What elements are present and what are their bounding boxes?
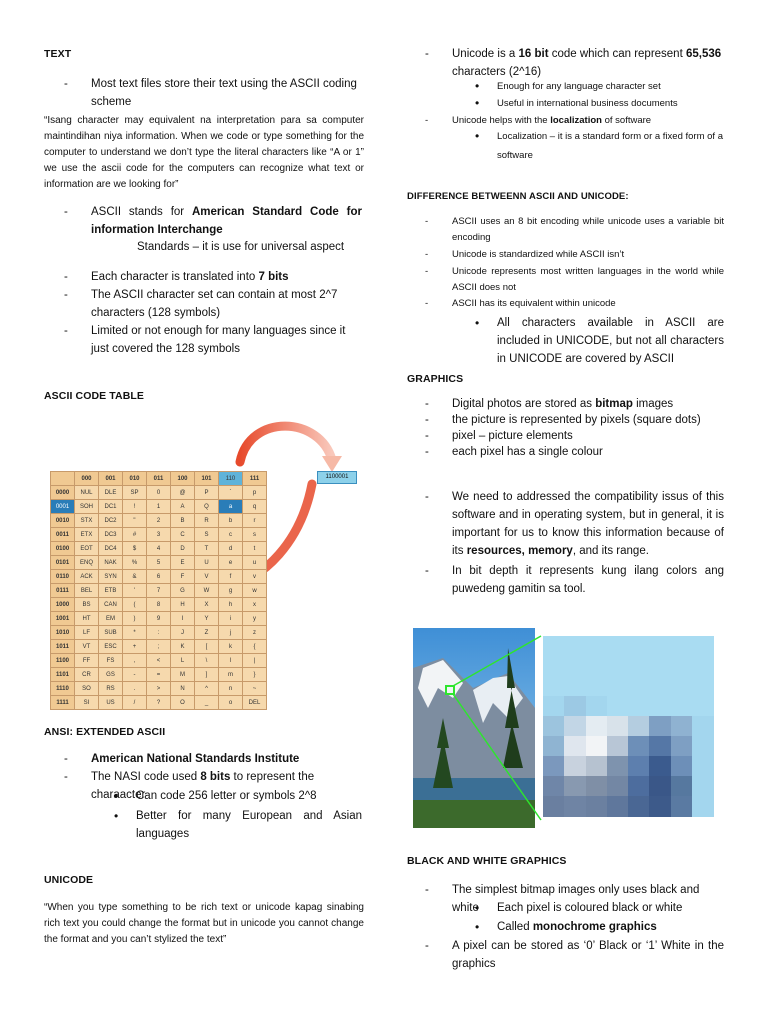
ascii-stands-bold: American Standard Code for information Interchange <box>91 206 362 236</box>
ascii-cell: ( <box>123 598 147 612</box>
pixel-cell <box>649 636 671 657</box>
ascii-cell: h <box>219 598 243 612</box>
difference-heading: DIFFERENCE BETWEENN ASCII AND UNICODE: <box>407 191 629 202</box>
quote-text: “Isang character may equivalent na interpretation para sa computer maintindihan niya information. When we code or type something for the computer to understand we don’t type the literal characters like “A or 1” we use the ascii code for the computers can recognize what text or information are we looking for” <box>44 115 364 190</box>
ascii-cell: / <box>123 696 147 710</box>
ascii-row-header: 0010 <box>51 514 75 528</box>
ascii-cell: SOH <box>75 500 99 514</box>
pixel-cell <box>628 656 650 677</box>
ascii-cell: VT <box>75 640 99 654</box>
pixel-cell <box>607 796 629 817</box>
pixel-cell <box>649 756 671 777</box>
ascii-cell: B <box>171 514 195 528</box>
pixel-cell <box>671 796 693 817</box>
ascii-stands-pre: ASCII stands for <box>91 206 192 218</box>
pixel-cell <box>692 756 714 777</box>
ascii-row-header: 1010 <box>51 626 75 640</box>
ascii-cell: X <box>195 598 219 612</box>
ascii-cell: FF <box>75 654 99 668</box>
ascii-cell: ; <box>147 640 171 654</box>
ascii-cell: v <box>243 570 267 584</box>
pixel-cell <box>692 656 714 677</box>
ascii-cell: 3 <box>147 528 171 542</box>
pixel-cell <box>564 656 586 677</box>
ascii-cell: DEL <box>243 696 267 710</box>
pixel-cell <box>607 776 629 797</box>
bw-item-4: - A pixel can be stored as ‘0’ Black or ‘1’ White in the graphics <box>452 937 724 973</box>
ascii-cell: = <box>147 668 171 682</box>
unicode-quote: “When you type something to be rich text or unicode kapag sinabing rich text you could change the format but in unicode you cannot change the format and you can’t stylized the text” <box>44 902 364 945</box>
ascii-cell: ACK <box>75 570 99 584</box>
ascii-row-header: 0111 <box>51 584 75 598</box>
pixel-cell <box>586 656 608 677</box>
charset-item: - The ASCII character set can contain at most 2^7 characters (128 symbols) <box>91 286 363 322</box>
pixel-cell <box>628 696 650 717</box>
pixel-cell <box>564 696 586 717</box>
ascii-cell: FS <box>99 654 123 668</box>
pixel-cell <box>607 656 629 677</box>
ascii-row-header: 1101 <box>51 668 75 682</box>
ascii-cell: HT <box>75 612 99 626</box>
ascii-cell: DLE <box>99 486 123 500</box>
ascii-row-header: 1111 <box>51 696 75 710</box>
pixel-cell <box>692 736 714 757</box>
ascii-cell: F <box>171 570 195 584</box>
uni-mid: code which can represent <box>548 48 686 60</box>
ascii-cell: I <box>171 612 195 626</box>
ascii-cell: ESC <box>99 640 123 654</box>
uni-pre: Unicode is a <box>452 48 519 60</box>
ascii-cell: E <box>171 556 195 570</box>
pixel-cell <box>607 636 629 657</box>
ascii-cell: V <box>195 570 219 584</box>
nasi-pre: The NASI code used <box>91 771 201 783</box>
ascii-cell: w <box>243 584 267 598</box>
g1-post: images <box>632 398 674 410</box>
ascii-cell: @ <box>171 486 195 500</box>
pixel-cell <box>543 656 565 677</box>
ascii-col-header: 010 <box>123 472 147 486</box>
ascii-cell: STX <box>75 514 99 528</box>
pixel-cell <box>649 696 671 717</box>
diff-item-2: - Unicode is standardized while ASCII isn’t <box>452 247 724 263</box>
ascii-cell: NAK <box>99 556 123 570</box>
ascii-cell: DC1 <box>99 500 123 514</box>
ascii-cell: : <box>147 626 171 640</box>
ascii-cell: ^ <box>195 682 219 696</box>
pixel-cell <box>671 736 693 757</box>
enough-bullet: • Enough for any language character set <box>497 77 723 96</box>
g1-bold: bitmap <box>595 398 633 410</box>
ascii-cell: SI <box>75 696 99 710</box>
ascii-cell: EM <box>99 612 123 626</box>
ascii-cell: 4 <box>147 542 171 556</box>
pixel-cell <box>692 636 714 657</box>
pixel-cell <box>692 716 714 737</box>
pixel-cell <box>671 676 693 697</box>
ascii-row-header: 1000 <box>51 598 75 612</box>
ascii-cell: ' <box>123 584 147 598</box>
ascii-cell: ` <box>219 486 243 500</box>
bw-item-1: - The simplest bitmap images only uses black and white <box>452 881 724 917</box>
ascii-cell: } <box>243 668 267 682</box>
standards-text: Standards – it is use for universal aspect <box>137 241 345 253</box>
ascii-cell: D <box>171 542 195 556</box>
ascii-corner-cell <box>51 472 75 486</box>
pixel-cell <box>649 716 671 737</box>
ascii-code-table-figure <box>50 418 370 706</box>
pixel-cell <box>543 676 565 697</box>
pixel-grid <box>543 636 713 816</box>
bw-bullet-2: • Each pixel is coloured black or white <box>497 899 723 917</box>
ascii-cell: { <box>243 640 267 654</box>
ascii-cell: . <box>123 682 147 696</box>
ascii-cell: J <box>171 626 195 640</box>
ascii-cell: G <box>171 584 195 598</box>
diff-item-1: - ASCII uses an 8 bit encoding while unicode uses a variable bit encoding <box>452 214 724 246</box>
ascii-cell: 5 <box>147 556 171 570</box>
graphics-item-2: - the picture is represented by pixels (square dots) <box>452 412 724 428</box>
pixel-cell <box>564 716 586 737</box>
ascii-cell: c <box>219 528 243 542</box>
ascii-cell: DC4 <box>99 542 123 556</box>
pixel-cell <box>543 776 565 797</box>
pixel-cell <box>628 716 650 737</box>
bw-heading: BLACK AND WHITE GRAPHICS <box>407 855 567 867</box>
ascii-cell: RS <box>99 682 123 696</box>
ascii-cell: SYN <box>99 570 123 584</box>
ascii-cell: , <box>123 654 147 668</box>
pixel-cell <box>543 756 565 777</box>
ascii-cell: 9 <box>147 612 171 626</box>
useful-bullet: • Useful in international business documents <box>497 94 723 113</box>
pixel-cell <box>586 796 608 817</box>
compat-pre: We need to addressed the compatibility issus of this software and in operating system, but in general, it is important for us to know this information because of its <box>452 491 724 557</box>
ascii-cell: T <box>195 542 219 556</box>
pixel-cell <box>692 676 714 697</box>
pixel-cell <box>543 736 565 757</box>
ascii-cell: SO <box>75 682 99 696</box>
ascii-cell: CR <box>75 668 99 682</box>
pixel-cell <box>671 716 693 737</box>
ascii-cell: US <box>99 696 123 710</box>
pixel-cell <box>628 676 650 697</box>
pixel-cell <box>564 676 586 697</box>
pixel-cell <box>671 776 693 797</box>
ascii-col-header: 110 <box>219 472 243 486</box>
ascii-col-header: 100 <box>171 472 195 486</box>
ascii-row-header: 0100 <box>51 542 75 556</box>
ascii-cell: DC3 <box>99 528 123 542</box>
pixel-cell <box>586 756 608 777</box>
ascii-cell: p <box>243 486 267 500</box>
ascii-cell: Q <box>195 500 219 514</box>
pixel-cell <box>649 796 671 817</box>
better-bullet: • Better for many European and Asian languages <box>136 807 362 843</box>
ansi-full-bold: American National Standards Institute <box>91 753 300 765</box>
pixel-cell <box>564 756 586 777</box>
ascii-cell: LF <box>75 626 99 640</box>
pixel-cell <box>628 736 650 757</box>
pixel-cell <box>649 676 671 697</box>
ascii-cell: SUB <box>99 626 123 640</box>
diff-item-3: - Unicode represents most written languages in the world while ASCII does not <box>452 264 724 296</box>
pixel-cell <box>671 756 693 777</box>
pixel-cell <box>586 776 608 797</box>
pixel-cell <box>649 736 671 757</box>
ascii-cell: DC2 <box>99 514 123 528</box>
unicode-16bit-item <box>452 45 724 81</box>
limited-item: - Limited or not enough for many languages since it just covered the 128 symbols <box>91 322 363 358</box>
all-chars-bullet: • All characters available in ASCII are included in UNICODE, but not all characters in UNICODE are covered by ASCII <box>497 314 724 368</box>
pixel-cell <box>692 796 714 817</box>
ascii-cell: K <box>171 640 195 654</box>
pixel-cell <box>564 796 586 817</box>
compat-bold: resources, memory <box>466 545 573 557</box>
ascii-cell: Y <box>195 612 219 626</box>
ascii-cell: o <box>219 696 243 710</box>
pixel-cell <box>692 696 714 717</box>
ascii-cell: M <box>171 668 195 682</box>
ascii-cell: r <box>243 514 267 528</box>
pixel-cell <box>692 776 714 797</box>
bw-bullet-3 <box>497 918 723 936</box>
ascii-table <box>50 471 267 710</box>
ascii-cell: P <box>195 486 219 500</box>
each-char-bold: 7 bits <box>258 271 289 283</box>
ascii-cell: k <box>219 640 243 654</box>
ansi-heading: ANSI: EXTENDED ASCII <box>44 726 166 738</box>
text-item-ascii-coding: - Most text files store their text using the ASCII coding scheme <box>91 75 363 111</box>
ascii-cell: Z <box>195 626 219 640</box>
ascii-cell: b <box>219 514 243 528</box>
pixel-cell <box>628 776 650 797</box>
ascii-col-header: 111 <box>243 472 267 486</box>
ascii-cell: C <box>171 528 195 542</box>
unicode-heading: UNICODE <box>44 874 94 886</box>
ascii-cell: H <box>171 598 195 612</box>
pixel-cell <box>543 796 565 817</box>
ascii-cell: + <box>123 640 147 654</box>
pixel-cell <box>564 636 586 657</box>
ansi-full-item <box>91 750 363 768</box>
bw3-bold: monochrome graphics <box>532 921 657 933</box>
ascii-cell: BS <box>75 598 99 612</box>
ascii-cell: [ <box>195 640 219 654</box>
ascii-cell: NUL <box>75 486 99 500</box>
nasi-bold: 8 bits <box>200 771 231 783</box>
ascii-cell: $ <box>123 542 147 556</box>
pixel-cell <box>607 756 629 777</box>
ascii-cell: j <box>219 626 243 640</box>
g1-pre: Digital photos are stored as <box>452 398 596 410</box>
pixel-cell <box>628 636 650 657</box>
ascii-cell: A <box>171 500 195 514</box>
pixel-cell <box>586 716 608 737</box>
ascii-cell: O <box>171 696 195 710</box>
ascii-cell: CAN <box>99 598 123 612</box>
ascii-cell: q <box>243 500 267 514</box>
ascii-row-header: 1100 <box>51 654 75 668</box>
ascii-cell: SP <box>123 486 147 500</box>
ascii-cell: 7 <box>147 584 171 598</box>
pixel-cell <box>564 776 586 797</box>
each-char-pre: Each character is translated into <box>91 271 259 283</box>
nasi-post: to represent the charaacter <box>91 771 315 801</box>
ascii-cell: " <box>123 514 147 528</box>
ascii-cell: z <box>243 626 267 640</box>
ascii-row-header: 0011 <box>51 528 75 542</box>
helps-pre: Unicode helps with the <box>452 115 551 126</box>
ascii-row-header: 0001 <box>51 500 75 514</box>
ascii-cell: EOT <box>75 542 99 556</box>
pixel-cell <box>543 716 565 737</box>
pixel-cell <box>543 636 565 657</box>
diff-item-4: - ASCII has its equivalent within unicode <box>452 296 724 312</box>
ascii-cell: | <box>243 654 267 668</box>
graphics-heading: GRAPHICS <box>407 373 464 385</box>
ascii-cell: 2 <box>147 514 171 528</box>
pixel-cell <box>649 656 671 677</box>
ascii-cell: ] <box>195 668 219 682</box>
ascii-cell: 0 <box>147 486 171 500</box>
pixel-cell <box>607 736 629 757</box>
ascii-cell: GS <box>99 668 123 682</box>
pixel-cell <box>628 796 650 817</box>
ascii-cell: l <box>219 654 243 668</box>
helps-post: of software <box>601 115 652 126</box>
ascii-cell: % <box>123 556 147 570</box>
ascii-cell: ENQ <box>75 556 99 570</box>
ascii-cell: f <box>219 570 243 584</box>
ascii-cell: & <box>123 570 147 584</box>
ascii-cell: < <box>147 654 171 668</box>
graphics-item-3: - pixel – picture elements <box>452 428 724 444</box>
ascii-cell: ) <box>123 612 147 626</box>
ascii-cell: ~ <box>243 682 267 696</box>
ascii-cell: > <box>147 682 171 696</box>
pixel-cell <box>607 696 629 717</box>
binary-label-box: 1100001 <box>317 471 357 484</box>
ascii-cell: a <box>219 500 243 514</box>
can-code-bullet: • Can code 256 letter or symbols 2^8 <box>136 787 362 805</box>
bw3-pre: Called <box>497 921 533 933</box>
ascii-cell: * <box>123 626 147 640</box>
pixel-cell <box>607 716 629 737</box>
ascii-cell: N <box>171 682 195 696</box>
ascii-cell: R <box>195 514 219 528</box>
pixel-cell <box>586 636 608 657</box>
ascii-cell: s <box>243 528 267 542</box>
ascii-col-header: 011 <box>147 472 171 486</box>
text-heading: TEXT <box>44 48 72 60</box>
ascii-cell: y <box>243 612 267 626</box>
bitdepth-item: - In bit depth it represents kung ilang colors ang puwedeng gamitin sa tool. <box>452 562 724 598</box>
ascii-row-header: 0101 <box>51 556 75 570</box>
ascii-cell: n <box>219 682 243 696</box>
helps-bold: localization <box>550 115 602 126</box>
ascii-col-header: 000 <box>75 472 99 486</box>
ascii-cell: t <box>243 542 267 556</box>
ascii-cell: ! <box>123 500 147 514</box>
ascii-cell: x <box>243 598 267 612</box>
uni-bold1: 16 bit <box>518 48 549 60</box>
ascii-row-header: 1011 <box>51 640 75 654</box>
pixel-cell <box>564 736 586 757</box>
pixel-cell <box>649 776 671 797</box>
localization-bullet: • Localization – it is a standard form or a fixed form of a software <box>497 127 723 165</box>
ascii-cell: ETX <box>75 528 99 542</box>
ascii-row-header: 0000 <box>51 486 75 500</box>
ascii-cell: d <box>219 542 243 556</box>
pixel-cell <box>586 696 608 717</box>
ascii-cell: S <box>195 528 219 542</box>
ascii-cell: 1 <box>147 500 171 514</box>
ascii-cell: # <box>123 528 147 542</box>
graphics-item-4: - each pixel has a single colour <box>452 444 724 460</box>
ascii-cell: 6 <box>147 570 171 584</box>
pixel-cell <box>586 736 608 757</box>
ascii-cell: g <box>219 584 243 598</box>
pixel-cell <box>607 676 629 697</box>
pixel-cell <box>628 756 650 777</box>
ascii-cell: 8 <box>147 598 171 612</box>
ascii-row-header: 1001 <box>51 612 75 626</box>
ascii-col-header: 101 <box>195 472 219 486</box>
pixel-cell <box>671 656 693 677</box>
ascii-cell: U <box>195 556 219 570</box>
ascii-cell: _ <box>195 696 219 710</box>
each-char-item <box>91 268 363 286</box>
pixel-cell <box>543 696 565 717</box>
ascii-cell: e <box>219 556 243 570</box>
ascii-cell: BEL <box>75 584 99 598</box>
ascii-row-header: 0110 <box>51 570 75 584</box>
pixel-cell <box>671 636 693 657</box>
compat-post: , and its range. <box>572 545 649 557</box>
ascii-cell: L <box>171 654 195 668</box>
pixel-cell <box>586 676 608 697</box>
ascii-cell: W <box>195 584 219 598</box>
uni-post: characters (2^16) <box>452 66 542 78</box>
ascii-row-header: 1110 <box>51 682 75 696</box>
ascii-cell: i <box>219 612 243 626</box>
uni-bold2: 65,536 <box>685 48 722 60</box>
ascii-cell: ETB <box>99 584 123 598</box>
compat-item <box>452 488 724 560</box>
ascii-cell: u <box>243 556 267 570</box>
ascii-cell: ? <box>147 696 171 710</box>
graphics-item-1 <box>452 396 724 412</box>
ascii-table-heading: ASCII CODE TABLE <box>44 390 144 402</box>
ascii-col-header: 001 <box>99 472 123 486</box>
ascii-cell: \ <box>195 654 219 668</box>
pixel-cell <box>671 696 693 717</box>
ascii-stands-item <box>91 203 362 239</box>
ascii-cell: - <box>123 668 147 682</box>
ascii-cell: m <box>219 668 243 682</box>
